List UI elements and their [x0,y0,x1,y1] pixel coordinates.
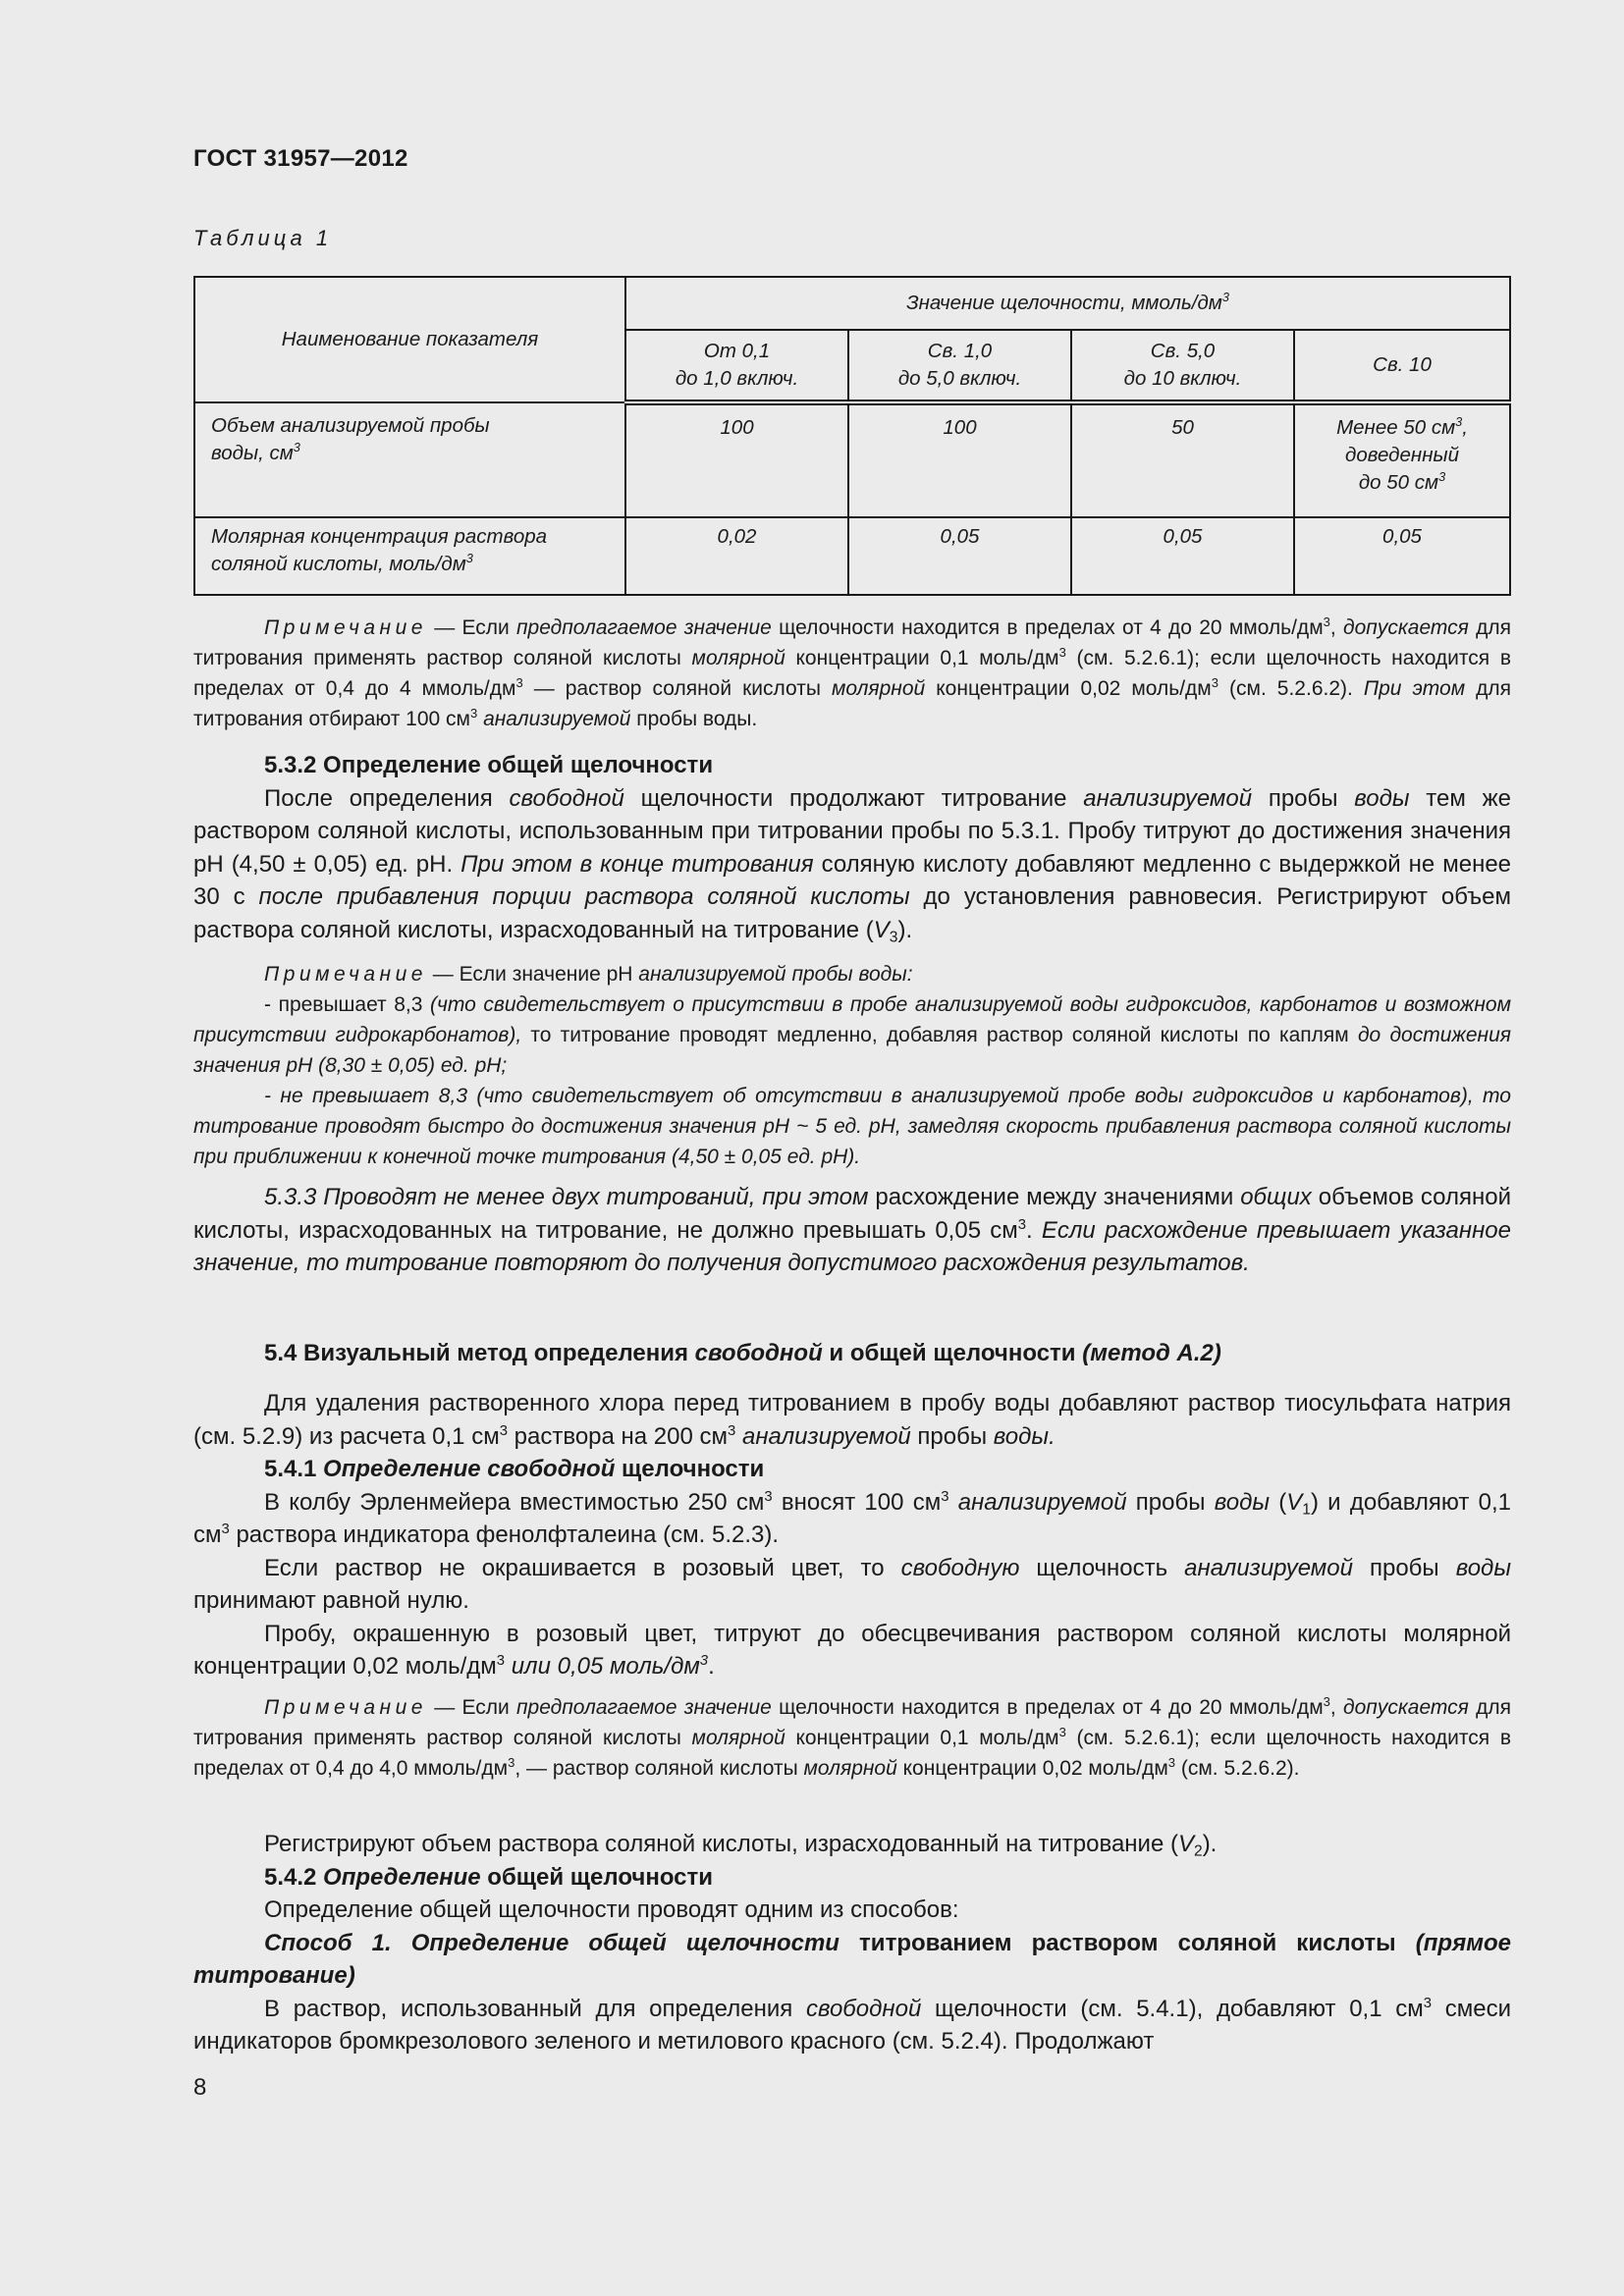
table-row [194,517,1510,595]
section-title: 5.3.2 Определение общей щелочности [264,752,714,778]
table-row [194,402,1510,517]
section-title: 5.4 Визуальный метод определения свободной и общей щелочности (метод А.2) [264,1340,1221,1366]
paragraph: После определения свободной щелочности продолжают титрование анализируемой пробы воды тем же раствором соляной кислоты, использованным при титровании пробы по 5.3.1. Пробу титруют до достижения значения pH (4,50 ± 0,05) ед. pH. При этом в конце титрования соляную кислоту добавляют медленно с выдержкой не менее 30 с после прибавления порции раствора соляной кислоты до установления равновесия. Регистрируют объем раствора соляной кислоты, израсходованный на титрование $(V_3)$. [193,784,1512,946]
section-5-4 [193,1337,1511,1370]
section-5-3-3: 5.3.3 Проводят не менее двух титрований, при этом расхождение между значениями общих объемов соляной кислоты, израсходованных на титрование, не должно превышать 0,05 $см^3$. Если расхождение превышает указанное значение, то титрование повторяют до получения допустимого расхождения результатов. [193,1184,1511,1276]
note-2: Примечание — Если значение pH анализируемой пробы воды: - превышает 8,3 (что свидетельствует о присутствии в пробе анализируемой воды гидроксидов, карбонатов и возможном присутствии гидрокарбонатов), то титрование проводят медленно, добавляя раствор соляной кислоты по каплям до достижения значения pH (8,30 ± 0,05) ед. pH; - не превышает 8,3 (что свидетельствует об отсутствии в анализируемой пробе воды гидроксидов и карбонатов), то титрование проводят быстро до достижения значения pH ~ 5 ед. pH, замедляя скорость прибавления раствора соляной кислоты при приближении к конечной точке титрования (4,50 ± 0,05 ед. pH). [193,963,1511,1168]
col-header-indicator: Наименование показателя [194,277,625,402]
section-5-3-2 [193,749,1511,946]
section-5-4-text: Для удаления растворенного хлора перед титрованием в пробу воды добавляют раствор тиосульфата натрия (см. 5.2.9) из расчета 0,1 $см^3$ раствора на 200 $см^3$ анализируемой пробы воды. 5.4.1 Определение свободной щелочности В колбу Эрленмейера вместимостью 250 $см^3$ вносят 100 $см^3$ анализируемой пробы воды $(V_1)$ и добавляют 0,1 $см^3$ раствора индикатора фенолфталеина (см. 5.2.3). Если раствор не окрашивается в розовый цвет, то свободную щелочность анализируемой пробы воды принимают равной нулю. Пробу, окрашенную в розовый цвет, титруют до обесцвечивания раствором соляной кислоты молярной концентрации 0,02 моль/$дм^3$ или 0,05 моль/$дм^3$. [193,1390,1511,1680]
cell: Менее 50 $см^3$, доведенный до 50 $см^3$ [1294,402,1510,517]
cell: 100 [848,402,1071,517]
note-1: Примечание — Если предполагаемое значение щелочности находится в пределах от 4 до 20 ммоль/$дм^3$, допускается для титрования применять раствор соляной кислоты молярной концентрации 0,1 моль/$дм^3$ (см. 5.2.6.1); если щелочность находится в пределах от 0,4 до 4 ммоль/$дм^3$ — раствор соляной кислоты молярной концентрации 0,02 моль/$дм^3$ (см. 5.2.6.2). При этом для титрования отбирают 100 $см^3$ анализируемой пробы воды. [193,614,1511,730]
section-title: 5.4.2 Определение общей щелочности [264,1863,714,1891]
col-header-3: Св. 5,0 до 10 включ. [1071,330,1294,402]
cell: 50 [1071,402,1294,517]
section-title: 5.4.1 Определение свободной щелочности [264,1456,765,1482]
col-header-1: От 0,1 до 1,0 включ. [625,330,848,402]
col-header-4: Св. 10 [1294,330,1510,402]
page-number: 8 [193,2074,207,2101]
row-label-concentration: Молярная концентрация раствора соляной кислоты, моль/$дм^3$ [194,517,625,595]
cell: 0,05 [1071,517,1294,595]
row-label-volume: Объем анализируемой пробы воды, $см^3$ [194,402,625,517]
col-group-header: Значение щелочности, ммоль/$дм^3$ [625,277,1510,330]
cell: 0,05 [1294,517,1510,595]
table-1 [193,276,1511,596]
table-caption: Таблица 1 [193,226,333,250]
col-header-2: Св. 1,0 до 5,0 включ. [848,330,1071,402]
note-3: Примечание — Если предполагаемое значение щелочности находится в пределах от 4 до 20 ммоль/$дм^3$, допускается для титрования применять раствор соляной кислоты молярной концентрации 0,1 моль/$дм^3$ (см. 5.2.6.1); если щелочность находится в пределах от 0,4 до 4,0 ммоль/$дм^3$, — раствор соляной кислоты молярной концентрации 0,02 моль/$дм^3$ (см. 5.2.6.2). [193,1693,1511,1780]
cell: 0,05 [848,517,1071,595]
cell: 0,02 [625,517,848,595]
document-header: ГОСТ 31957—2012 [193,145,408,172]
section-5-4-2: Регистрируют объем раствора соляной кислоты, израсходованный на титрование $(V_2)$. 5.4.2 Определение общей щелочности Определение общей щелочности проводят одним из способов: Способ 1. Определение общей щелочности титрованием раствором соляной кислоты (прямое титрование) В раствор, использованный для определения свободной щелочности (см. 5.4.1), добавляют 0,1 $см^3$ смеси индикаторов бромкрезолового зеленого и метилового красного (см. 5.2.4). Продолжают [193,1831,1512,2055]
cell: 100 [625,402,848,517]
